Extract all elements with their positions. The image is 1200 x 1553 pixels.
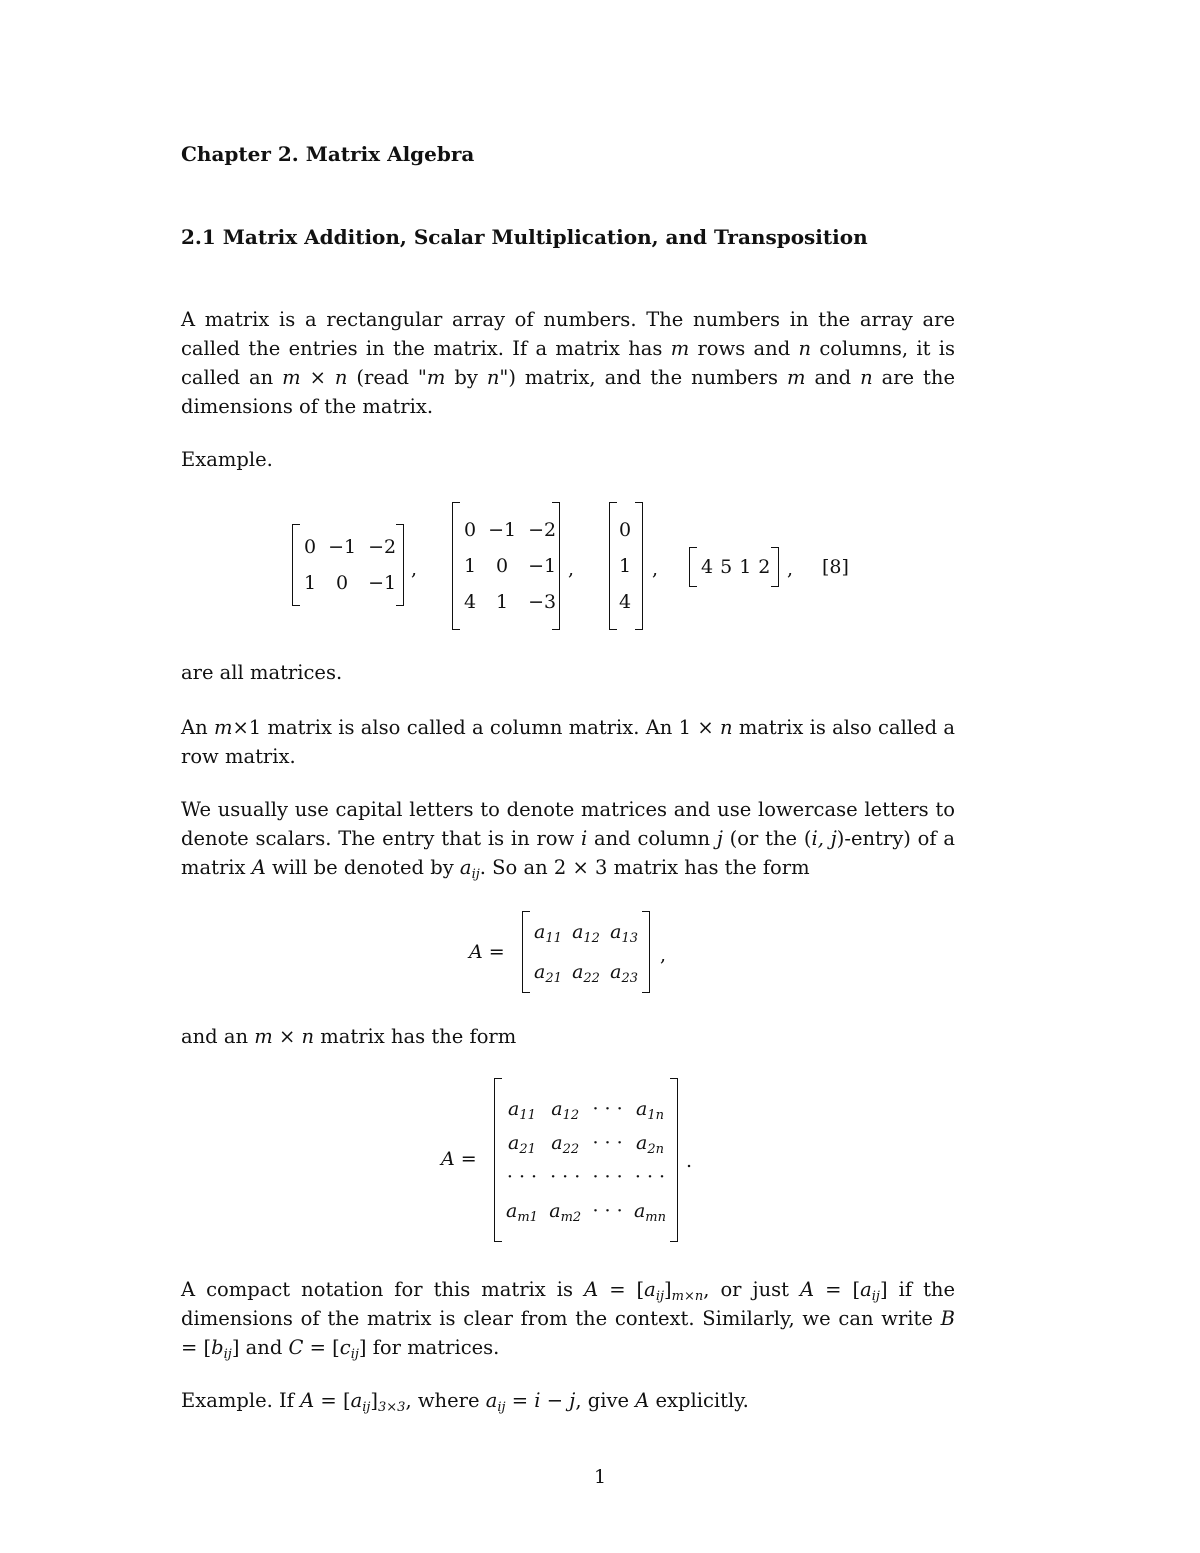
matrix-entry: −2 — [528, 519, 557, 541]
paragraph-example-explicit: Example. If $A = [a_{ij}]_{3\times 3}$, where $a_{ij} = i - j$, give A explicitly. — [181, 1389, 749, 1415]
page-number: 1 — [593, 1466, 607, 1488]
matrix-entry: · · · — [592, 1200, 623, 1222]
matrix-entry: $a_{21}$ — [508, 1132, 536, 1157]
matrix-entry: $a_{23}$ — [610, 961, 638, 986]
example-label: Example. — [181, 448, 273, 471]
matrix-entries — [534, 921, 638, 986]
example-matrix-1x1: [8] — [822, 556, 849, 578]
matrix-entry: $a_{m1}$ — [506, 1200, 538, 1225]
paragraph-column-row-matrix: An m×1 matrix is also called a column matrix. An 1 × n matrix is also called a row matrix. — [181, 716, 955, 768]
matrix-entry: 0 — [336, 572, 349, 594]
comma: , — [411, 558, 418, 580]
matrix-entries — [506, 1098, 666, 1225]
matrix-entry: · · · — [592, 1098, 623, 1120]
matrix-entry: $a_{22}$ — [551, 1132, 580, 1157]
matrix-entry: $a_{13}$ — [610, 921, 638, 946]
matrix-entry: · · · — [592, 1132, 623, 1154]
matrix-entry: −1 — [368, 572, 397, 594]
matrix-entry: 1 — [739, 556, 752, 578]
matrix-entry: $a_{1n}$ — [635, 1098, 664, 1123]
matrix-entries — [304, 536, 397, 594]
matrix-entry: −2 — [368, 536, 397, 558]
matrix-entries — [464, 519, 557, 613]
matrix-entry: 2 — [758, 556, 771, 578]
form-mn-period: . — [686, 1150, 693, 1172]
comma: , — [787, 558, 794, 580]
matrix-entry: −1 — [328, 536, 357, 558]
matrix-entry: 1 — [496, 591, 509, 613]
matrix-entry: 1 — [464, 555, 477, 577]
matrix-entry: 0 — [496, 555, 509, 577]
example-matrix-3x1 — [609, 502, 643, 630]
form-2x3-matrix — [522, 911, 650, 993]
matrix-entry: 0 — [464, 519, 477, 541]
matrix-entry: $a_{m2}$ — [549, 1200, 582, 1225]
comma: , — [568, 558, 575, 580]
matrix-entry: 0 — [304, 536, 317, 558]
matrix-entry: $a_{2n}$ — [635, 1132, 664, 1157]
matrix-entry: −3 — [528, 591, 557, 613]
matrix-entry: 1 — [619, 555, 632, 577]
paragraph-compact-notation: A compact notation for this matrix is $A = [a_{ij}]_{m\times n}$, or just $A = [a_{ij}]$ if the dimensions of the matrix is clear from the context. Similarly, we can write $B = [b_{ij}]$ and $C = [c_{ij}]$ for matrices. — [181, 1278, 955, 1362]
matrix-entry: $a_{11}$ — [534, 921, 562, 946]
matrix-entries — [701, 556, 771, 578]
paragraph-notation: We usually use capital letters to denote matrices and use lowercase letters to denote scalars. The entry that is in row i and column j (or the (i, j)-entry) of a matrix A will be denoted by $a_{ij}$. So an 2 × 3 matrix has the form — [181, 798, 955, 882]
form-mn-matrix — [494, 1078, 678, 1242]
matrix-entry: −1 — [528, 555, 557, 577]
paragraph-matrix-definition: A matrix is a rectangular array of numbers. The numbers in the array are called the entries in the matrix. If a matrix has m rows and n columns, it is called an m × n (read "m by n") matrix, and the numbers m and n are the dimensions of the matrix. — [181, 308, 956, 418]
matrix-entry: 5 — [720, 556, 733, 578]
example-matrix-1x4 — [689, 547, 779, 587]
paragraph-all-matrices: are all matrices. — [181, 661, 343, 684]
comma: , — [652, 558, 659, 580]
form-mn-lhs: A = — [441, 1148, 477, 1170]
matrix-entry: −1 — [488, 519, 517, 541]
matrix-entry: 4 — [464, 591, 477, 613]
matrix-entry: · · · — [550, 1166, 581, 1188]
matrix-entry: $a_{12}$ — [551, 1098, 580, 1123]
chapter-title: Chapter 2. Matrix Algebra — [181, 142, 475, 166]
section-title: 2.1 Matrix Addition, Scalar Multiplication, and Transposition — [181, 225, 868, 249]
matrix-entry: $a_{12}$ — [572, 921, 600, 946]
example-matrix-3x3 — [452, 502, 560, 630]
matrix-entry: $a_{mn}$ — [633, 1200, 666, 1225]
matrix-entry: · · · — [592, 1166, 623, 1188]
matrix-entry: $a_{21}$ — [534, 961, 562, 986]
matrix-entry: 4 — [619, 591, 632, 613]
form-2x3-lhs: A = — [469, 941, 505, 963]
matrix-entry: · · · — [634, 1166, 666, 1188]
matrix-entry: 1 — [304, 572, 317, 594]
matrix-entry: 4 — [701, 556, 714, 578]
matrix-entry: 0 — [619, 519, 632, 541]
example-matrix-2x3 — [292, 524, 404, 606]
paragraph-mn-form: and an m × n matrix has the form — [181, 1025, 517, 1048]
matrix-entry: $a_{11}$ — [508, 1098, 536, 1123]
matrix-entries — [619, 519, 633, 613]
matrix-entry: $a_{22}$ — [572, 961, 600, 986]
matrix-entry: · · · — [506, 1166, 538, 1188]
form-2x3-comma: , — [660, 944, 667, 966]
